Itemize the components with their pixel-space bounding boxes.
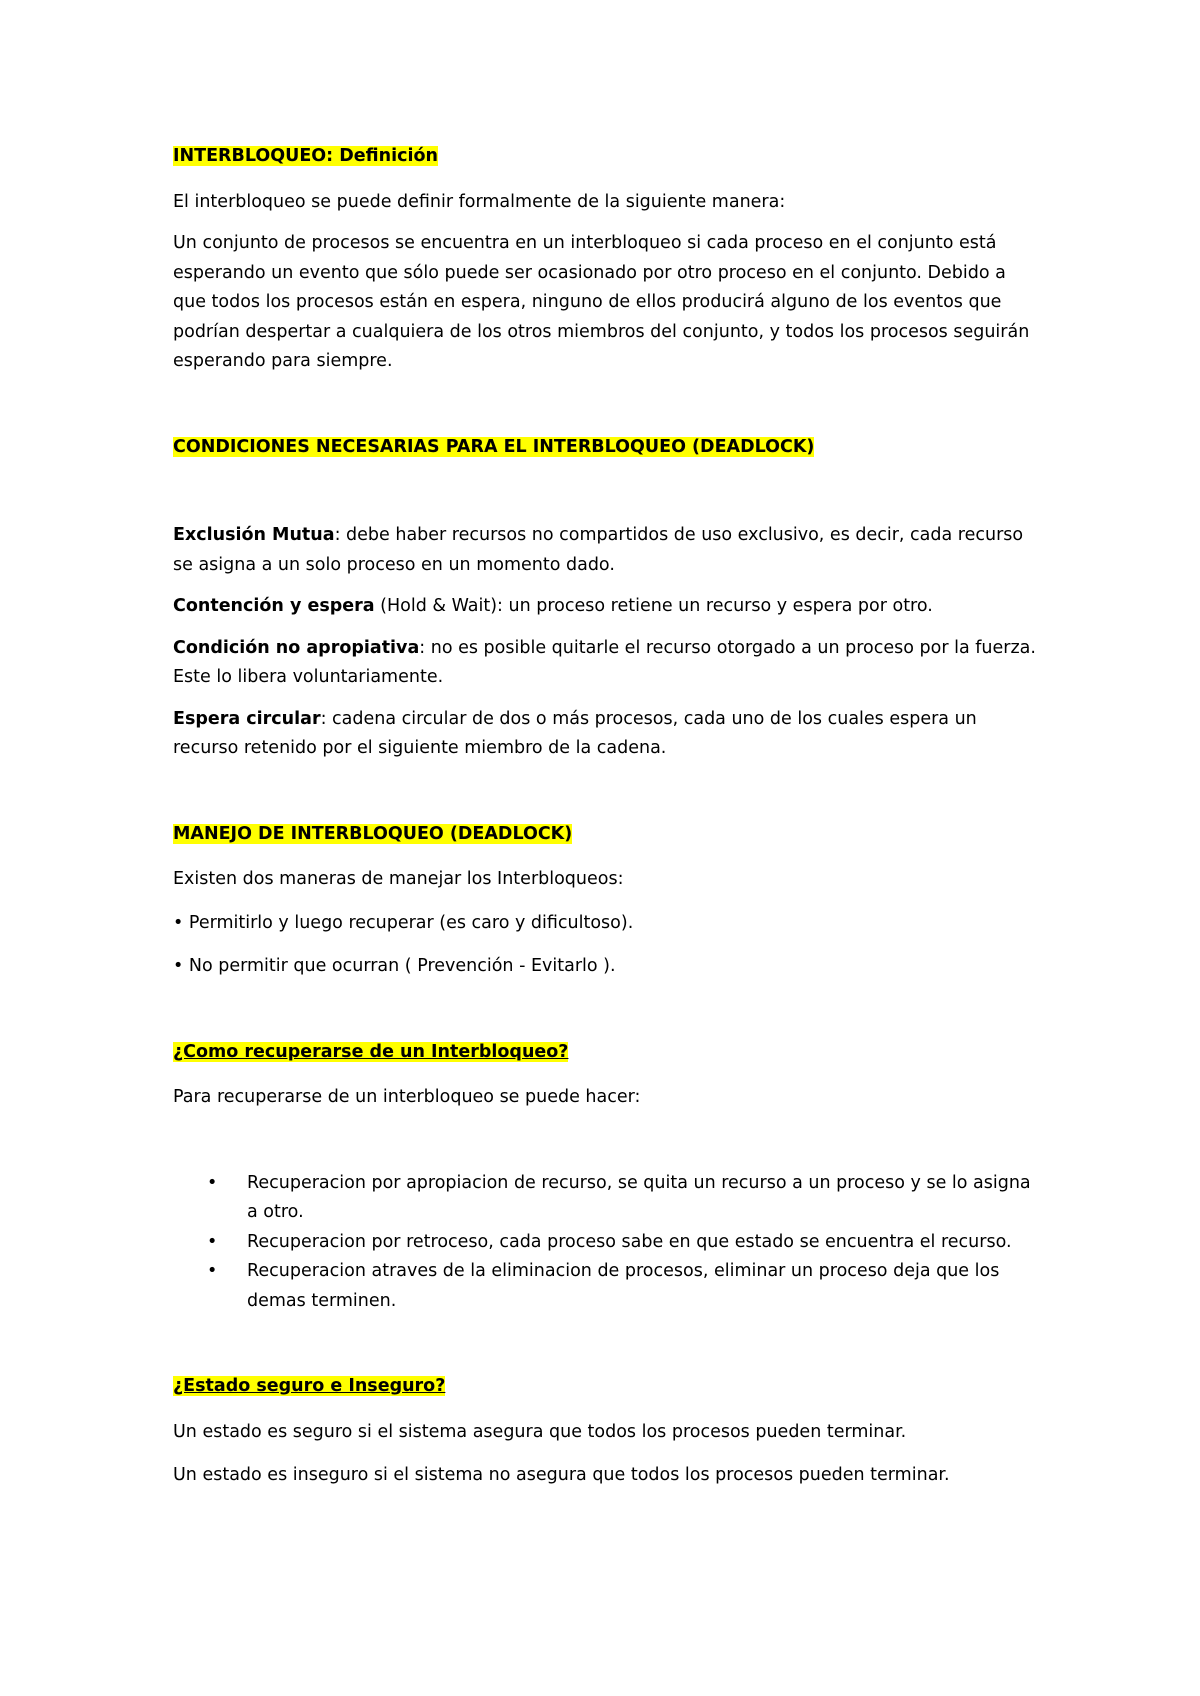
safe-state-text: Un estado es seguro si el sistema asegura que todos los procesos pueden terminar. xyxy=(173,1421,907,1442)
section-conditions-heading-line xyxy=(173,433,1043,463)
condition-term: Condición no apropiativa xyxy=(173,637,420,658)
recovery-intro: Para recuperarse de un interbloqueo se puede hacer: xyxy=(173,1087,641,1107)
list-item-text: Recuperacion por retroceso, cada proceso sabe en que estado se encuentra el recurso. xyxy=(247,1231,1012,1252)
condition-mutual-exclusion xyxy=(173,521,1043,580)
list-item xyxy=(173,1169,1043,1228)
condition-term: Exclusión Mutua xyxy=(173,525,335,545)
condition-circular-wait xyxy=(173,705,1043,764)
section-recovery-heading: ¿Como recuperarse de un Interbloqueo? xyxy=(173,1041,569,1062)
bullet-icon: • xyxy=(207,1261,218,1281)
section-definition-heading-line xyxy=(173,142,1043,172)
condition-text: : cadena circular de dos o más procesos, cada uno de los cuales espera un recurso retenido por el siguiente miembro de la cadena. xyxy=(173,708,977,758)
list-item-text: Recuperacion atraves de la eliminacion de procesos, eliminar un proceso deja que los demas terminen. xyxy=(247,1261,1000,1311)
condition-text: (Hold & Wait): un proceso retiene un recurso y espera por otro. xyxy=(374,596,933,616)
list-item xyxy=(173,1257,1043,1316)
unsafe-state-text: Un estado es inseguro si el sistema no asegura que todos los procesos pueden terminar. xyxy=(173,1465,950,1485)
section-safe-state-heading: ¿Estado seguro e Inseguro? xyxy=(173,1376,446,1396)
section-definition-heading: INTERBLOQUEO: Definición xyxy=(173,146,438,166)
list-item-text: Recuperacion por apropiacion de recurso, se quita un recurso a un proceso y se lo asigna a otro. xyxy=(247,1172,1031,1222)
definition-paragraph: Un conjunto de procesos se encuentra en un interbloqueo si cada proceso en el conjunto está esperando un evento que sólo puede ser ocasionado por otro proceso en el conjunto. Debido a que todos los procesos están en espera, ninguno de ellos producirá alguno de los eventos que podrían despertar a cualquiera de los otros miembros del conjunto, y todos los procesos seguirán esperando para siempre. xyxy=(173,233,1030,371)
section-recovery-heading-line xyxy=(173,1038,1043,1068)
list-item xyxy=(173,1228,1043,1258)
recovery-list xyxy=(173,1169,1043,1317)
condition-hold-and-wait xyxy=(173,592,1043,622)
condition-text: : debe haber recursos no compartidos de uso exclusivo, es decir, cada recurso se asigna a un solo proceso en un momento dado. xyxy=(173,525,1024,575)
section-safe-state-heading-line xyxy=(173,1372,1043,1402)
condition-term: Contención y espera xyxy=(173,596,375,616)
handling-intro: Existen dos maneras de manejar los Interbloqueos: xyxy=(173,869,624,889)
section-handling-heading: MANEJO DE INTERBLOQUEO (DEADLOCK) xyxy=(173,823,573,844)
handling-item: • No permitir que ocurran ( Prevención - Evitarlo ). xyxy=(173,956,616,976)
section-conditions-heading: CONDICIONES NECESARIAS PARA EL INTERBLOQUEO (DEADLOCK) xyxy=(173,436,815,457)
section-handling-heading-line xyxy=(173,820,1043,850)
definition-intro: El interbloqueo se puede definir formalmente de la siguiente manera: xyxy=(173,191,786,212)
condition-term: Espera circular xyxy=(173,708,321,729)
bullet-icon: • xyxy=(207,1231,218,1252)
handling-item: • Permitirlo y luego recuperar (es caro y dificultoso). xyxy=(173,912,634,933)
document-body xyxy=(173,142,1043,1491)
condition-no-preemption xyxy=(173,634,1043,693)
bullet-icon: • xyxy=(207,1172,218,1193)
condition-text: : no es posible quitarle el recurso otorgado a un proceso por la fuerza. Este lo libera voluntariamente. xyxy=(173,637,1036,687)
